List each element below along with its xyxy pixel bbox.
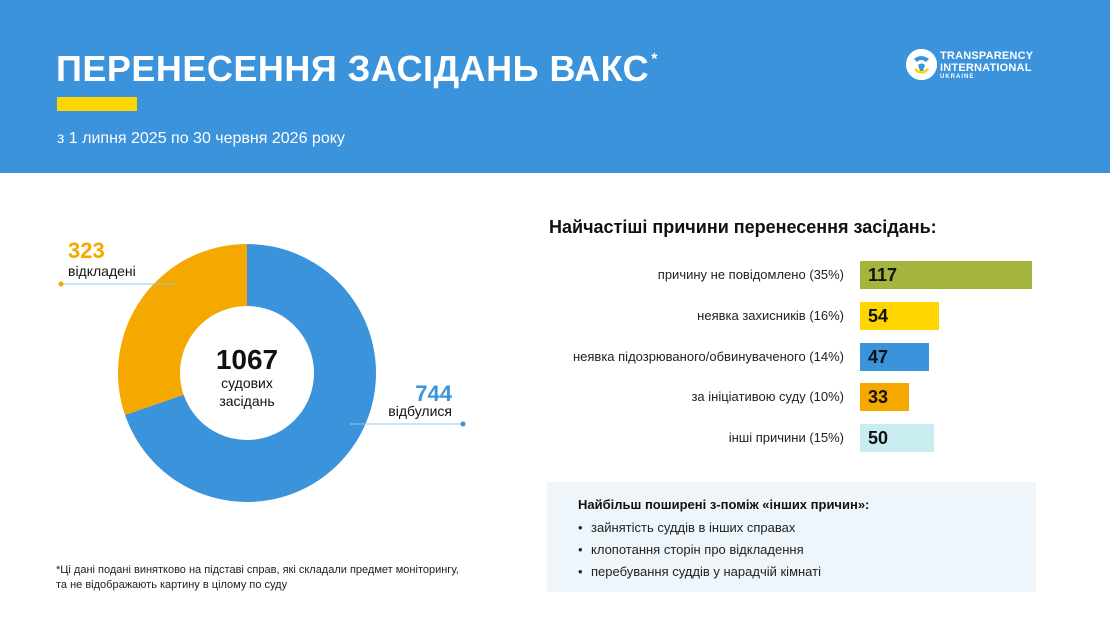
list-item: зайнятість суддів в інших справах bbox=[591, 520, 796, 535]
donut-center-label: судових bbox=[221, 375, 273, 391]
date-range: з 1 липня 2025 по 30 червня 2026 року bbox=[57, 130, 345, 147]
reason-value-label: 47 bbox=[868, 347, 889, 367]
list-item: клопотання сторін про відкладення bbox=[591, 542, 804, 557]
reason-value-label: 50 bbox=[868, 428, 889, 448]
postponed-category-label: відкладені bbox=[68, 263, 136, 279]
list-item: перебування суддів у нарадчій кімнаті bbox=[591, 564, 821, 579]
reasons-chart-title: Найчастіші причини перенесення засідань: bbox=[549, 217, 937, 237]
held-value-label: 744 bbox=[415, 381, 452, 406]
bullet-icon: • bbox=[578, 520, 583, 535]
logo-icon bbox=[906, 49, 937, 80]
reason-label: неявка захисників (16%) bbox=[697, 308, 844, 323]
donut-center-label: засідань bbox=[219, 393, 275, 409]
reason-value-label: 54 bbox=[868, 306, 889, 326]
reason-label: інші причини (15%) bbox=[728, 430, 844, 445]
donut-center-value: 1067 bbox=[215, 344, 279, 375]
reason-value-label: 33 bbox=[868, 387, 889, 407]
postponed-value-label: 323 bbox=[68, 238, 105, 263]
reason-label: причину не повідомлено (35%) bbox=[657, 267, 844, 282]
footnote: *Ці дані подані винятково на підставі справ, які складали предмет моніторингу, та не відображають картину в цілому по суду bbox=[56, 564, 459, 591]
header-banner bbox=[0, 0, 1110, 173]
bullet-icon: • bbox=[578, 564, 583, 579]
reason-label: за ініціативою суду (10%) bbox=[691, 389, 844, 404]
transparency-international-logo: TRANSPARENCY INTERNATIONAL UKRAINE bbox=[906, 49, 1056, 89]
bullet-icon: • bbox=[578, 542, 583, 557]
page-title: ПЕРЕНЕСЕННЯ ЗАСІДАНЬ ВАКС * bbox=[56, 48, 658, 89]
reason-label: неявка підозрюваного/обвинуваченого (14%) bbox=[572, 349, 844, 364]
title-accent-bar bbox=[57, 97, 137, 111]
postponed-leader-dot bbox=[59, 282, 64, 287]
other-reasons-box bbox=[547, 482, 1036, 592]
held-leader-dot bbox=[461, 422, 466, 427]
held-category-label: відбулися bbox=[388, 403, 452, 419]
other-reasons-title: Найбільш поширені з-поміж «інших причин»: bbox=[578, 497, 870, 512]
reason-value-label: 117 bbox=[868, 265, 898, 285]
